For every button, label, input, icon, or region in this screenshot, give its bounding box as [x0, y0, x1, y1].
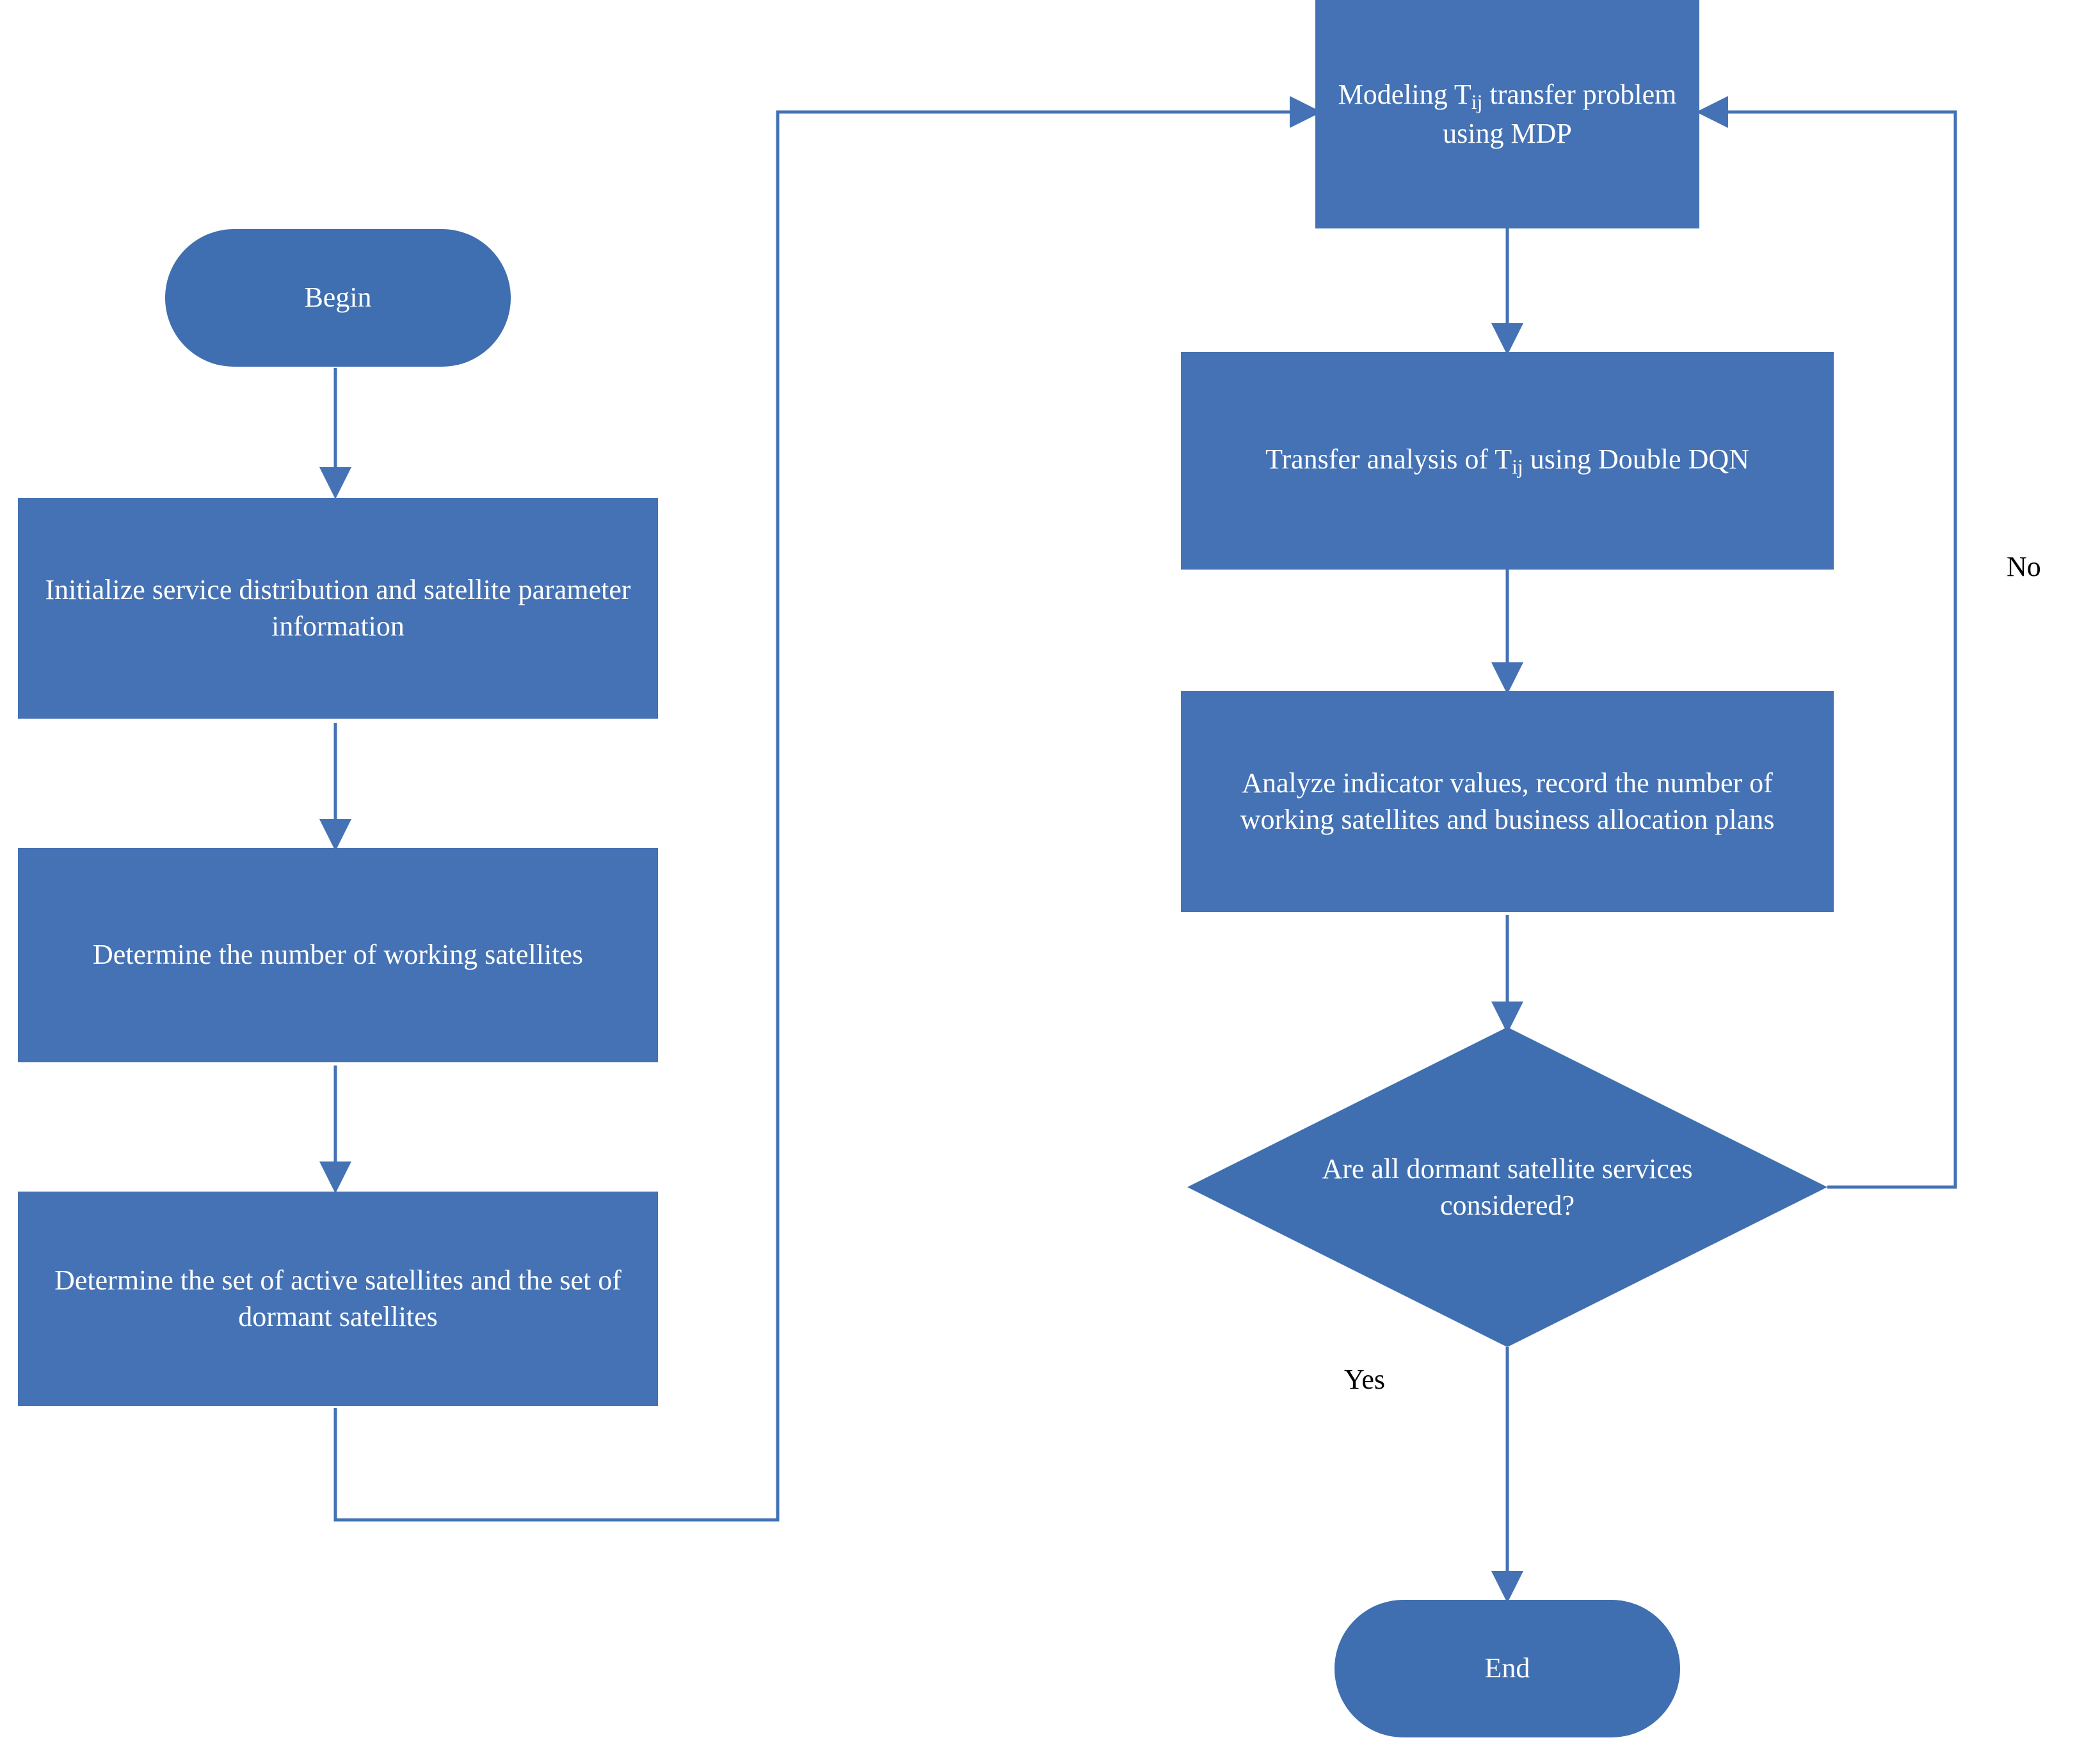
node-begin-label: Begin: [304, 282, 372, 314]
edge-label-yes: Yes: [1344, 1364, 1386, 1395]
node-initialize: [18, 498, 658, 719]
node-transfer-analysis-label-sub: ij: [1512, 455, 1523, 478]
node-determine-count-label: Determine the number of working satellites: [92, 939, 584, 971]
node-determine-count: [18, 848, 658, 1062]
node-modeling-mdp-label-sub: ij: [1471, 91, 1483, 114]
node-modeling-mdp-label-post: transfer problem using MDP: [1443, 79, 1677, 149]
node-determine-sets-label: Determine the set of active satellites and the set of dormant satellites: [54, 1265, 621, 1332]
node-transfer-analysis: [1181, 352, 1834, 570]
node-analyze-indicators: [1181, 691, 1834, 912]
node-end: [1335, 1600, 1680, 1737]
node-decision: [1187, 1027, 1827, 1347]
node-modeling-mdp-label-pre: Modeling T: [1338, 79, 1471, 111]
node-analyze-indicators-label: Analyze indicator values, record the number of working satellites and business allocation plans: [1240, 767, 1775, 835]
node-determine-sets: [18, 1192, 658, 1406]
node-decision-label: Are all dormant satellite services considered?: [1322, 1153, 1693, 1221]
node-modeling-mdp-label: [1332, 77, 1683, 152]
node-transfer-analysis-label-pre: Transfer analysis of T: [1265, 443, 1512, 475]
node-transfer-analysis-label: [1265, 442, 1749, 480]
node-begin: [165, 229, 511, 367]
node-end-label: End: [1484, 1652, 1530, 1684]
node-modeling-mdp: [1315, 0, 1699, 228]
node-transfer-analysis-label-post: using Double DQN: [1523, 443, 1749, 475]
edge-label-no: No: [2007, 551, 2041, 582]
node-initialize-label: Initialize service distribution and satellite parameter information: [45, 574, 631, 642]
